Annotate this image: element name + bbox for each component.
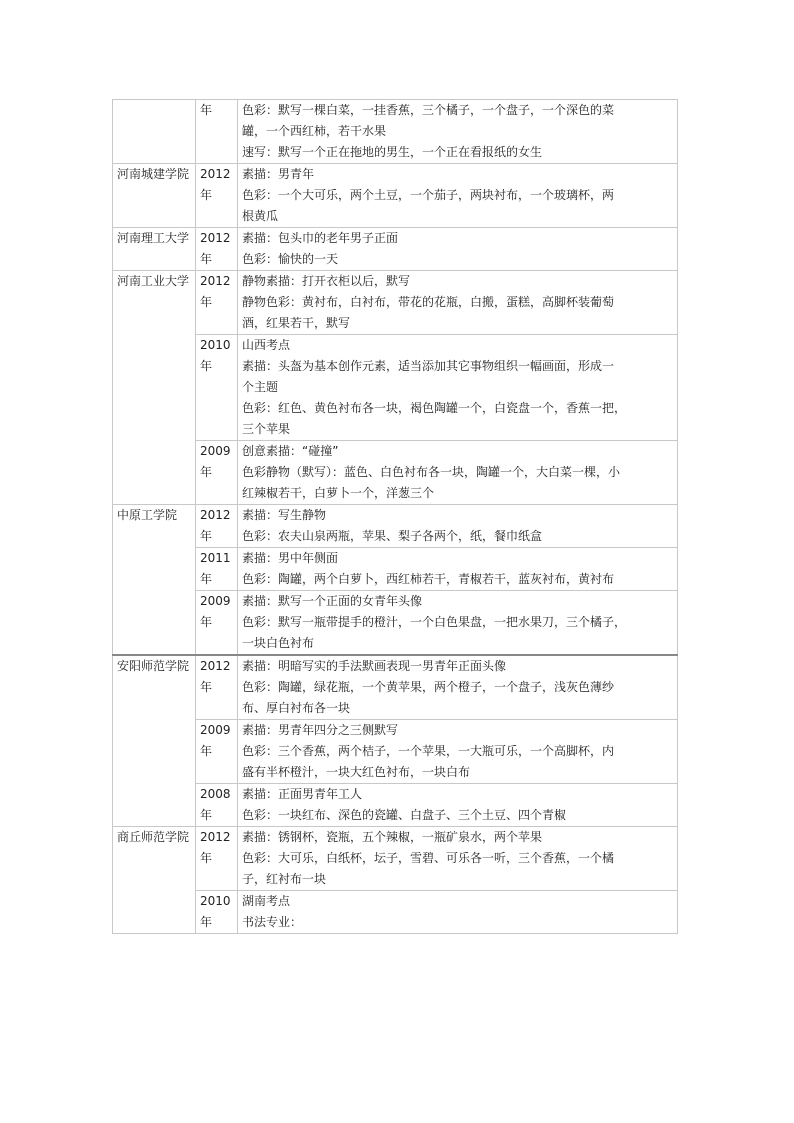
topic-line: 素描：明暗写实的手法默画表现一男青年正面头像 (242, 659, 507, 673)
topic-line: 静物素描：打开衣柜以后，默写 (242, 274, 411, 288)
topic-line: 素描：男青年 (242, 167, 315, 181)
topic-line: 速写：默写一个正在拖地的男生，一个正在看报纸的女生 (242, 145, 543, 159)
year-cell: 2012年 (196, 164, 238, 228)
topic-line: 素描：男青年四分之三侧默写 (242, 723, 399, 737)
topic-line: 色彩：大可乐，白纸杯，坛子，雪碧、可乐各一听，三个香蕉，一个橘 (242, 851, 615, 865)
topic-line: 素描：锈钢杯，瓷瓶，五个辣椒，一瓶矿泉水，两个苹果 (242, 830, 543, 844)
topic-line: 色彩：三个香蕉，两个桔子，一个苹果，一大瓶可乐，一个高脚杯，内 (242, 744, 615, 758)
table-row (113, 827, 678, 891)
topic-line: 色彩：红色、黄色衬布各一块，褐色陶罐一个，白瓷盘一个，香蕉一把， (242, 401, 627, 415)
topic-line: 红辣椒若干，白萝卜一个，洋葱三个 (242, 486, 435, 500)
topic-cell (238, 720, 678, 784)
year-cell: 2012年 (196, 271, 238, 335)
year-cell: 2012年 (196, 228, 238, 271)
table-row (113, 100, 678, 164)
year-cell: 2009年 (196, 591, 238, 656)
year-cell: 2012年 (196, 655, 238, 720)
topic-line: 色彩：愉快的一天 (242, 252, 339, 266)
year-cell: 2011年 (196, 548, 238, 591)
year-cell: 2012年 (196, 505, 238, 548)
topic-line: 湖南考点 (242, 894, 291, 908)
topic-line: 色彩：默写一棵白菜，一挂香蕉，三个橘子，一个盘子，一个深色的菜 (242, 103, 615, 117)
table-row (113, 335, 678, 441)
table-row (113, 720, 678, 784)
year-cell: 2010年 (196, 891, 238, 934)
table-row (113, 271, 678, 335)
topic-line: 山西考点 (242, 338, 291, 352)
topic-cell (238, 271, 678, 335)
topic-line: 盛有半杯橙汁，一块大红色衬布，一块白布 (242, 765, 471, 779)
topic-line: 酒，红果若干，默写 (242, 316, 351, 330)
topic-line: 创意素描：“碰撞” (242, 444, 339, 458)
topic-line: 色彩：一块红布、深色的瓷罐、白盘子、三个土豆、四个青椒 (242, 808, 567, 822)
topic-line: 根黄瓜 (242, 209, 279, 223)
topic-cell (238, 548, 678, 591)
topic-line: 色彩：农夫山泉两瓶，苹果、梨子各两个，纸，餐巾纸盒 (242, 529, 543, 543)
school-cell: 中原工学院 (113, 505, 196, 656)
topic-cell (238, 100, 678, 164)
school-cell: 商丘师范学院 (113, 827, 196, 934)
topic-line: 色彩：默写一瓶带提手的橙汁，一个白色果盘，一把水果刀，三个橘子， (242, 615, 627, 629)
topic-cell (238, 655, 678, 720)
topic-line: 素描：男中年侧面 (242, 551, 339, 565)
topic-line: 静物色彩：黄衬布，白衬布，带花的花瓶，白搬，蛋糕，高脚杯装葡萄 (242, 295, 615, 309)
topic-cell (238, 505, 678, 548)
year-cell: 2010年 (196, 335, 238, 441)
year-cell: 年 (196, 100, 238, 164)
topic-cell (238, 335, 678, 441)
table-row (113, 784, 678, 827)
topic-cell (238, 784, 678, 827)
topic-line: 色彩：一个大可乐，两个土豆，一个茄子，两块衬布，一个玻璃杯，两 (242, 188, 615, 202)
topic-line: 个主题 (242, 380, 279, 394)
topic-line: 三个苹果 (242, 422, 291, 436)
table-row (113, 228, 678, 271)
topic-line: 布、厚白衬布各一块 (242, 701, 351, 715)
topic-cell (238, 228, 678, 271)
topic-cell (238, 827, 678, 891)
school-cell (113, 100, 196, 164)
school-cell: 安阳师范学院 (113, 655, 196, 827)
topic-cell (238, 591, 678, 656)
year-cell: 2009年 (196, 441, 238, 505)
topic-line: 素描：头盔为基本创作元素，适当添加其它事物组织一幅画面，形成一 (242, 359, 615, 373)
table-row (113, 548, 678, 591)
exam-topics-table (112, 99, 678, 934)
table-row (113, 441, 678, 505)
year-cell: 2009年 (196, 720, 238, 784)
year-cell: 2008年 (196, 784, 238, 827)
table-row (113, 655, 678, 720)
topic-line: 色彩：陶罐，绿花瓶，一个黄苹果，两个橙子，一个盘子，浅灰色薄纱 (242, 680, 615, 694)
topic-cell (238, 164, 678, 228)
topic-cell (238, 441, 678, 505)
table-row (113, 591, 678, 656)
topic-line: 素描：写生静物 (242, 508, 327, 522)
topic-line: 子，红衬布一块 (242, 872, 327, 886)
topic-line: 素描：包头巾的老年男子正面 (242, 231, 399, 245)
table-row (113, 164, 678, 228)
topic-line: 书法专业： (242, 915, 303, 929)
table-row (113, 891, 678, 934)
school-cell: 河南理工大学 (113, 228, 196, 271)
topic-line: 素描：默写一个正面的女青年头像 (242, 594, 423, 608)
topic-line: 色彩静物（默写）：蓝色、白色衬布各一块，陶罐一个，大白菜一棵，小 (242, 465, 621, 479)
topic-line: 色彩：陶罐，两个白萝卜，西红柿若干，青椒若干，蓝灰衬布，黄衬布 (242, 572, 615, 586)
topic-line: 罐，一个西红柿，若干水果 (242, 124, 387, 138)
table-row (113, 505, 678, 548)
topic-line: 素描：正面男青年工人 (242, 787, 363, 801)
topic-cell (238, 891, 678, 934)
school-cell: 河南城建学院 (113, 164, 196, 228)
topic-line: 一块白色衬布 (242, 636, 315, 650)
school-cell: 河南工业大学 (113, 271, 196, 505)
year-cell: 2012年 (196, 827, 238, 891)
